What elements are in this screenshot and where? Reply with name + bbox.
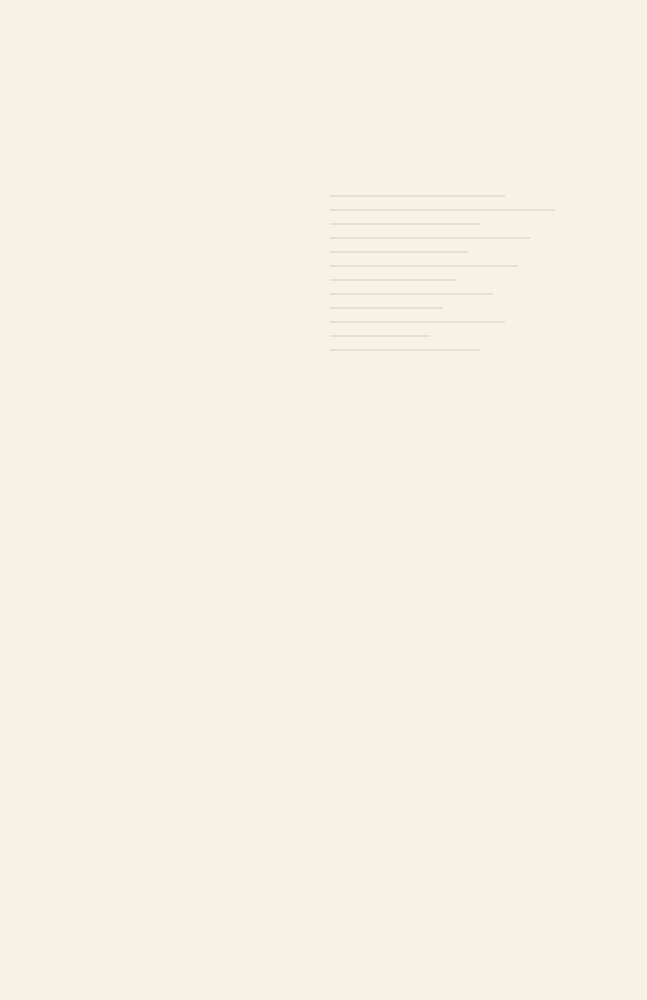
bleed-through-text bbox=[330, 195, 580, 405]
